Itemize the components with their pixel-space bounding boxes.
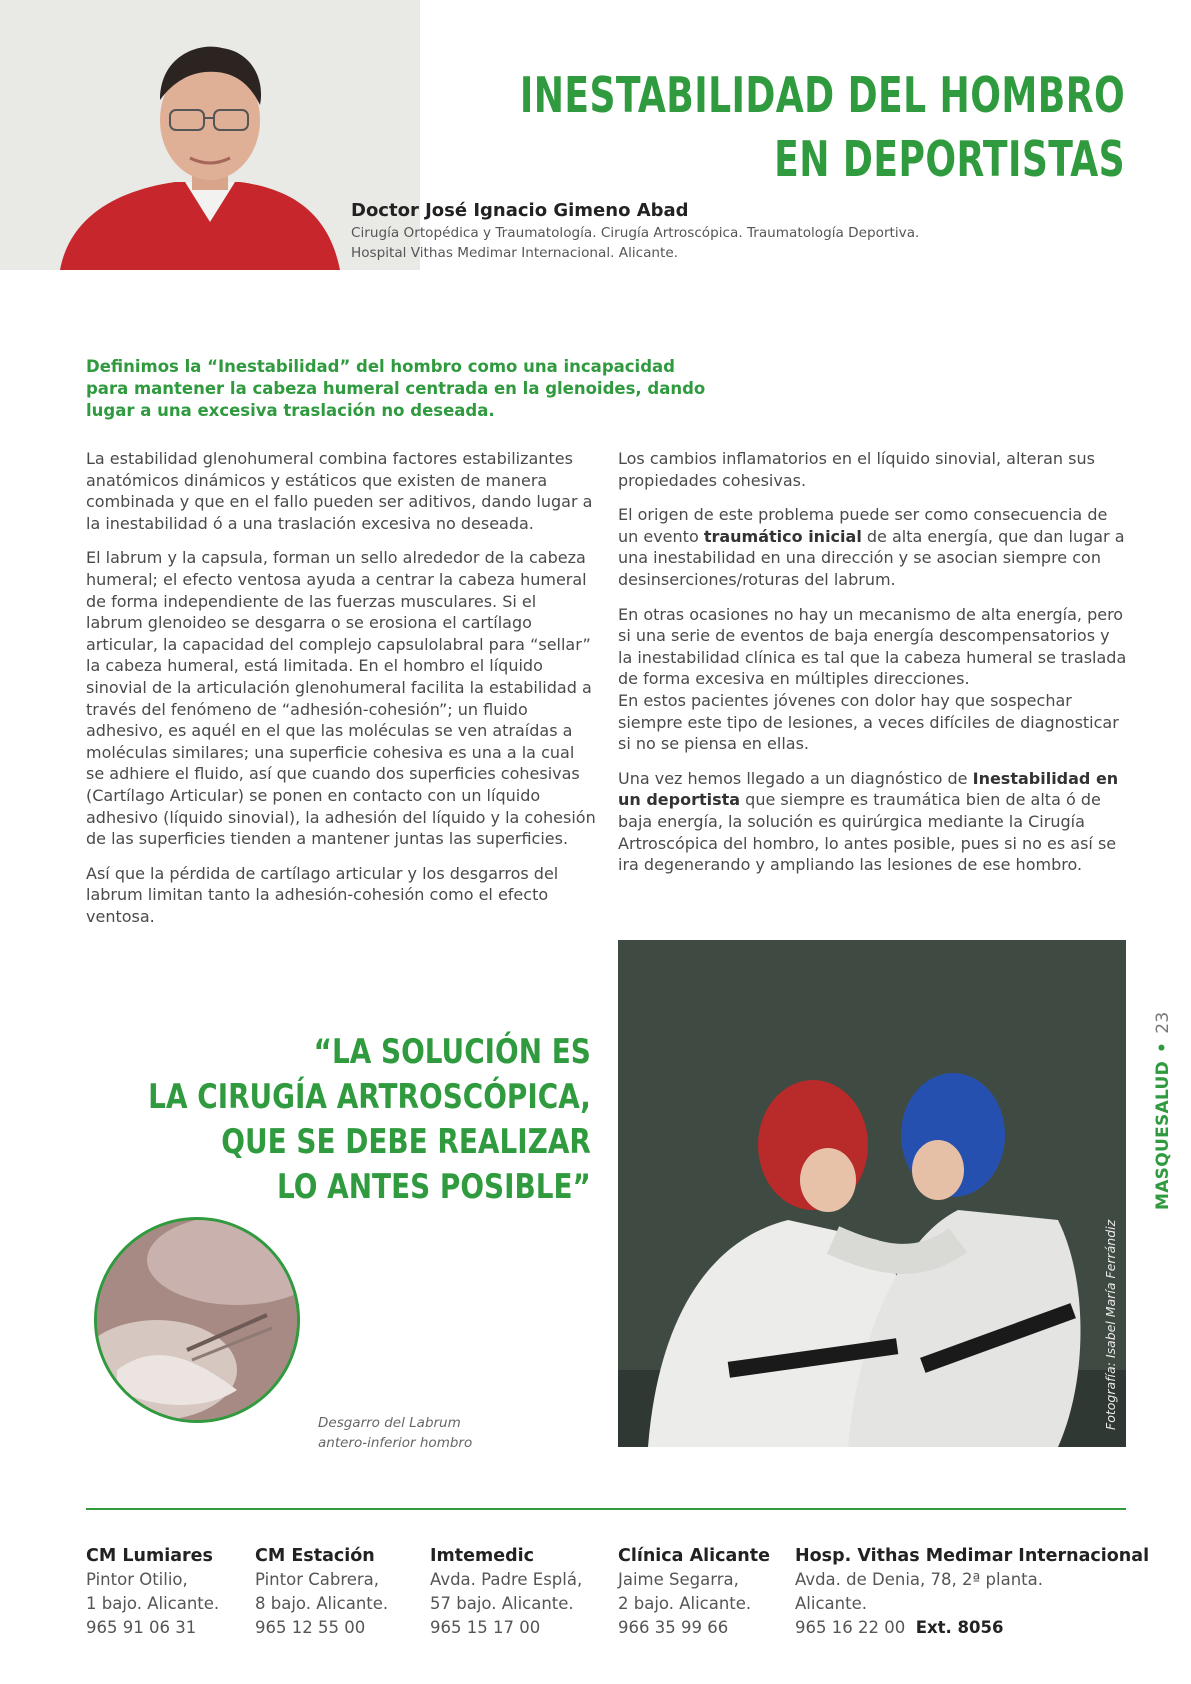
quote-line: LO ANTES POSIBLE” [277, 1167, 591, 1207]
caption-line: Desgarro del Labrum [318, 1415, 461, 1431]
clinic-name: Imtemedic [430, 1546, 534, 1566]
paragraph [618, 768, 1128, 876]
phone-number: 965 16 22 00 [795, 1618, 906, 1637]
footer-clinic [255, 1544, 388, 1640]
side-label [1153, 1012, 1173, 1210]
paragraph: El labrum y la capsula, forman un sello alrededor de la cabeza humeral; el efecto ventosa ayuda a centrar la cabeza humeral de forma independiente de las fuerzas musculares. Si el labrum glenoideo se desgarra o se erosiona el cartílago articular, la capacidad del complejo capsulolabral para “sellar” la cabeza humeral, está limitada. En el hombro el líquido sinovial de la articulación glenohumeral facilita la estabilidad a través del fenómeno de “adhesión-cohesión”; un fluido adhesivo, es aquél en el que las moléculas se ven atraídas a moléculas similares; una superficie cohesiva es una a la cual se adhiere el fluido, así que cuando dos superficies cohesivas (Cartílago Articular) se ponen en contacto con un líquido adhesivo (líquido sinovial), la adhesión del líquido y la cohesión de las superficies tienden a mantener juntas las superficies. [86, 548, 596, 849]
footer-clinic [795, 1544, 1149, 1640]
karate-illustration [618, 940, 1126, 1447]
paragraph: En otras ocasiones no hay un mecanismo de alta energía, pero si una serie de eventos de baja energía descompensatorios y la inestabilidad clínica es tal que la cabeza humeral se traslada de forma excesiva en múltiples direcciones. [618, 604, 1127, 689]
karate-photo [618, 940, 1126, 1447]
footer-clinic [618, 1544, 770, 1640]
clinic-phone: 965 12 55 00 [255, 1618, 366, 1637]
paragraph: La estabilidad glenohumeral combina factores estabilizantes anatómicos dinámicos y estáticos que existen de manera combinada y que en el fallo pueden ser aditivos, dando lugar a la inestabilidad ó a una traslación excesiva no deseada. [86, 449, 593, 533]
paragraph: Así que la pérdida de cartílago articular y los desgarros del labrum limitan tanto la adhesión-cohesión como el efecto ventosa. [86, 863, 559, 926]
article-title [520, 64, 1125, 192]
author-hospital: Hospital Vithas Medimar Internacional. Alicante. [351, 245, 679, 261]
lead-paragraph: Definimos la “Inestabilidad” del hombro como una incapacidad para mantener la cabeza humeral centrada en la glenoides, dando lugar a una excesiva traslación no deseada. [86, 357, 706, 420]
left-column [86, 448, 596, 940]
clinic-address: Jaime Segarra, [618, 1570, 739, 1589]
clinic-phone: 965 91 06 31 [86, 1618, 197, 1637]
quote-line: LA CIRUGÍA ARTROSCÓPICA, [148, 1077, 591, 1117]
footer-clinic [86, 1544, 219, 1640]
text-run: de alta energía, que dan lugar a una inestabilidad en una dirección y se asocian siempre con desinserciones/roturas del labrum. [618, 526, 1125, 589]
clinic-address: 57 bajo. Alicante. [430, 1594, 574, 1613]
text-run: que siempre es traumática bien de alta ó de baja energía, la solución es quirúrgica mediante la Cirugía Artroscópica del hombro, lo antes posible, pues si no es así se ira degenerando y ampliando las lesiones de ese hombro. [618, 790, 1117, 875]
paragraph: Los cambios inflamatorios en el líquido sinovial, alteran sus propiedades cohesivas. [618, 449, 1095, 490]
author-name: Doctor José Ignacio Gimeno Abad [351, 200, 689, 221]
clinic-address: Pintor Cabrera, [255, 1570, 380, 1589]
clinic-address: Avda. Padre Esplá, [430, 1570, 583, 1589]
caption-line: antero-inferior hombro [318, 1435, 473, 1451]
page-number: 23 [1153, 1011, 1173, 1034]
arthroscopy-photo [94, 1217, 300, 1423]
brand-name: MASQUESALUD [1153, 1060, 1173, 1210]
pull-quote [148, 1030, 591, 1210]
arthroscopy-illustration [97, 1220, 297, 1420]
paragraph: En estos pacientes jóvenes con dolor hay que sospechar siempre este tipo de lesiones, a veces difíciles de diagnosticar si no se piensa en ellas. [618, 690, 1119, 754]
title-line-1: INESTABILIDAD DEL HOMBRO [519, 67, 1125, 124]
text-run: El origen de este problema puede ser como consecuencia de un evento [618, 505, 1108, 546]
footer-divider [86, 1508, 1126, 1510]
clinic-address: 8 bajo. Alicante. [255, 1594, 389, 1613]
author-specialty: Cirugía Ortopédica y Traumatología. Cirugía Artroscópica. Traumatología Deportiva. [351, 225, 920, 241]
photo-credit: Fotografía: Isabel María Ferrándiz [1103, 1219, 1118, 1430]
clinic-address: Avda. de Denia, 78, 2ª planta. [795, 1570, 1043, 1589]
quote-line: “LA SOLUCIÓN ES [313, 1032, 591, 1072]
clinic-address: 1 bajo. Alicante. [86, 1594, 220, 1613]
clinic-phone: 965 15 17 00 [430, 1618, 541, 1637]
clinic-address: Pintor Otilio, [86, 1570, 188, 1589]
footer-clinic [430, 1544, 582, 1640]
text-run: Una vez hemos llegado a un diagnóstico de [618, 768, 973, 788]
bold-text: Inestabilidad en un deportista [618, 768, 1119, 810]
clinic-name: Hosp. Vithas Medimar Internacional [795, 1546, 1150, 1566]
clinic-phone: 966 35 99 66 [618, 1618, 729, 1637]
clinic-address: Alicante. [795, 1594, 867, 1613]
title-line-2: EN DEPORTISTAS [774, 131, 1125, 188]
clinic-address: 2 bajo. Alicante. [618, 1594, 752, 1613]
right-column [618, 448, 1128, 889]
paragraph [618, 504, 1128, 590]
quote-line: QUE SE DEBE REALIZAR [221, 1122, 591, 1162]
phone-extension: Ext. 8056 [915, 1618, 1004, 1637]
clinic-phone [795, 1616, 1149, 1640]
photo-caption [318, 1413, 472, 1453]
clinic-name: CM Lumiares [86, 1546, 213, 1566]
clinic-name: CM Estación [255, 1546, 375, 1566]
separator-dot: • [1153, 1041, 1173, 1053]
bold-text: traumático inicial [703, 526, 862, 546]
clinic-name: Clínica Alicante [618, 1546, 770, 1566]
